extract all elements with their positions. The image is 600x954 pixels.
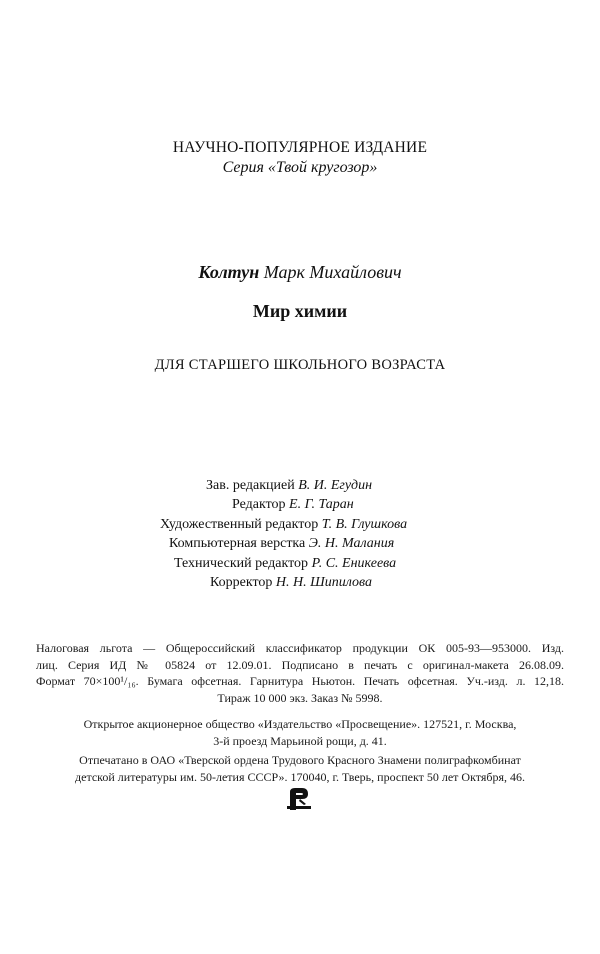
book-title: Мир химии xyxy=(252,301,348,321)
author-given-name: Марк Михайлович xyxy=(263,262,402,282)
credit-line: Зав. редакцией В. И. Егудин xyxy=(206,478,373,493)
author-surname: Колтун xyxy=(198,262,260,282)
publisher-logo-icon xyxy=(284,784,314,814)
credit-line: Корректор Н. Н. Шипилова xyxy=(210,575,372,591)
tax-and-print-details: Налоговая льгота — Общероссийский классификатор продукции ОК 005-93—953000. Изд. лиц. Серия ИД № 05824 от 12.09.01. Подписано в печать с оригинал-макета 26.08.09. Формат 70×100¹/₁₆. Бумага офсетная. Гарнитура Ньютон. Печать офсетная. Уч.-изд. л. 12,18. Тираж 10 000 экз. Заказ № 5998. xyxy=(36,641,564,706)
series-name: Серия «Твой кругозор» xyxy=(222,159,378,176)
credit-line: Технический редактор Р. С. Еникеева xyxy=(174,555,397,571)
author xyxy=(0,262,600,283)
printer-details: Отпечатано в ОАО «Тверской ордена Трудового Красного Знамени полиграфкомбинат детской литературы им. 50-летия СССР». 170040, г. Тверь, проспект 50 лет Октября, 46. xyxy=(75,753,525,784)
credit-line: Художественный редактор Т. В. Глушкова xyxy=(160,516,408,532)
credits-list xyxy=(0,476,600,592)
publisher-address: Открытое акционерное общество «Издательство «Просвещение». 127521, г. Москва, 3-й проезд Марьиной рощи, д. 41. xyxy=(83,717,517,748)
audience-note: ДЛЯ СТАРШЕГО ШКОЛЬНОГО ВОЗРАСТА xyxy=(154,357,446,373)
credit-line: Редактор Е. Г. Таран xyxy=(232,497,354,513)
credit-line: Компьютерная верстка Э. Н. Малания xyxy=(169,536,395,552)
edition-type: НАУЧНО-ПОПУЛЯРНОЕ ИЗДАНИЕ xyxy=(172,139,428,156)
